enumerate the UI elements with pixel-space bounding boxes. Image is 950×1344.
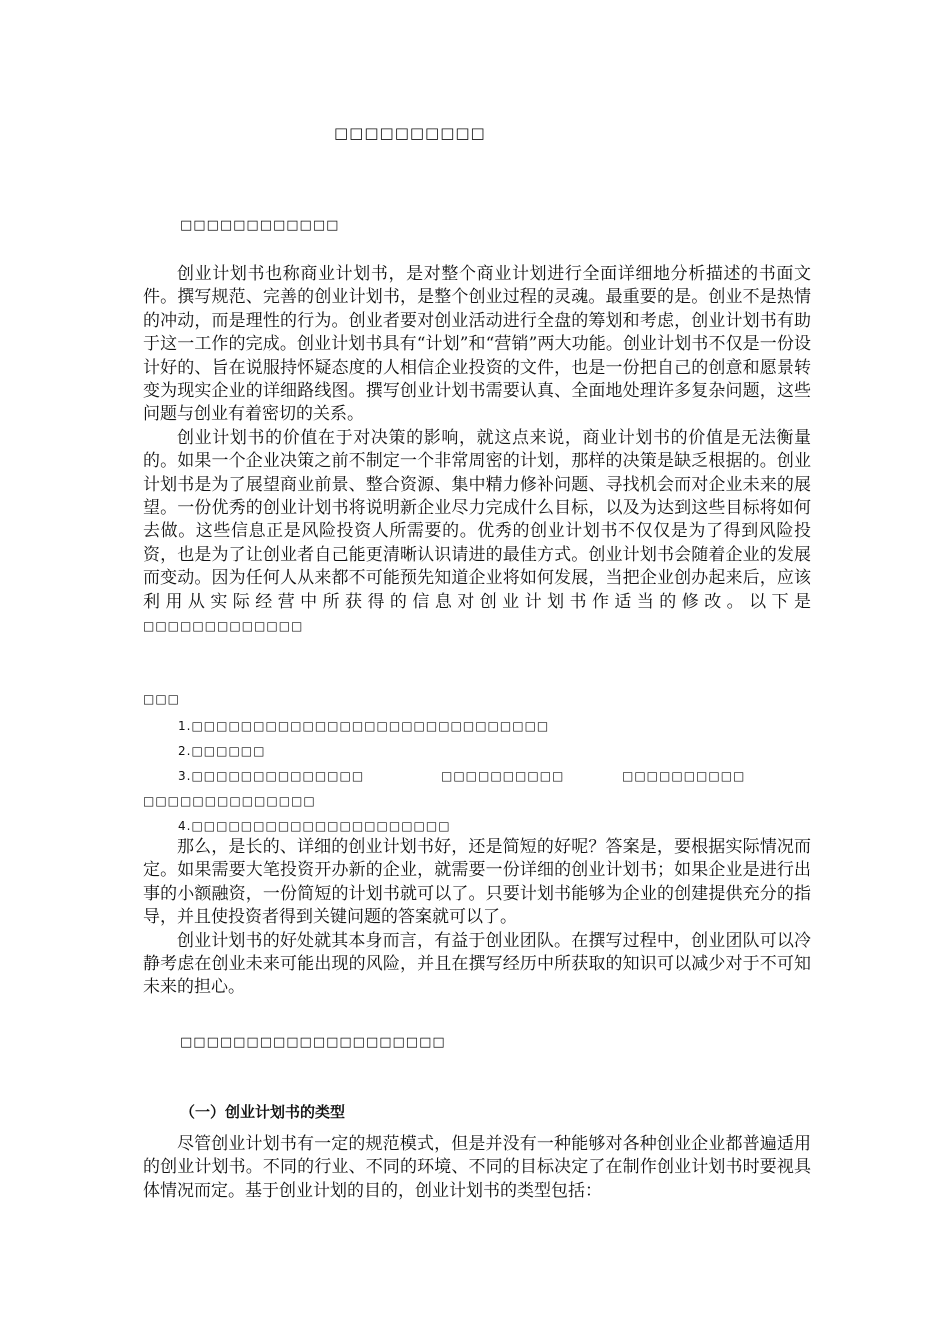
list-item-1: 1.□□□□□□□□□□□□□□□□□□□□□□□□□□□□□: [178, 719, 550, 733]
body-paragraphs-2: [143, 836, 811, 1000]
paragraph-4: 创业计划书的好处就其本身而言，有益于创业团队。在撰写过程中，创业团队可以冷静考虑在创业未来可能出现的风险，并且在撰写经历中所获取的知识可以减少对于不可知未来的担心。: [143, 930, 811, 998]
list-item-2: 2.□□□□□□: [178, 744, 266, 758]
list-item-4: 4.□□□□□□□□□□□□□□□□□□□□□: [178, 819, 451, 833]
section-heading-1: □□□□□□□□□□□□: [180, 218, 340, 233]
subsection-title: （一）创业计划书的类型: [180, 1103, 346, 1121]
paragraph-2: [143, 427, 811, 639]
section-heading-2: □□□□□□□□□□□□□□□□□□□□: [180, 1035, 446, 1050]
paragraph-2-tail: □□□□□□□□□□□□□: [143, 619, 304, 634]
body-paragraphs-1: [143, 263, 811, 639]
list-item-3-part-c: □□□□□□□□□□: [622, 769, 746, 783]
list-intro: □□□: [143, 692, 181, 706]
list-item-3-part-a: 3.□□□□□□□□□□□□□□: [178, 769, 365, 783]
paragraph-5: 尽管创业计划书有一定的规范模式，但是并没有一种能够对各种创业企业都普遍适用的创业计划书。不同的行业、不同的环境、不同的目标决定了在制作创业计划书时要视具体情况而定。基于创业计划的目的，创业计划书的类型包括：: [143, 1134, 811, 1201]
list-item-3-continued: □□□□□□□□□□□□□□: [143, 794, 316, 808]
body-paragraphs-3: [143, 1133, 811, 1203]
paragraph-3: 那么，是长的、详细的创业计划书好，还是简短的好呢？答案是，要根据实际情况而定。如果需要大笔投资开办新的企业，就需要一份详细的创业计划书；如果企业是进行出事的小额融资，一份简短的计划书就可以了。只要计划书能够为企业的创建提供充分的指导，并且使投资者得到关键问题的答案就可以了。: [143, 837, 811, 928]
paragraph-1: 创业计划书也称商业计划书，是对整个商业计划进行全面详细地分析描述的书面文件。撰写规范、完善的创业计划书，是整个创业过程的灵魂。最重要的是。创业不是热情的冲动，而是理性的行为。创业者要对创业活动进行全盘的筹划和考虑，创业计划书有助于这一工作的完成。创业计划书具有“计划”和“营销”两大功能。创业计划书不仅是一份设计好的、旨在说服持怀疑态度的人相信企业投资的文件，也是一份把自己的创意和愿景转变为现实企业的详细路线图。撰写创业计划书需要认真、全面地处理许多复杂问题，这些问题与创业有着密切的关系。: [143, 264, 811, 425]
paragraph-2-text: 创业计划书的价值在于对决策的影响，就这点来说，商业计划书的价值是无法衡量的。如果一个企业决策之前不制定一个非常周密的计划，那样的决策是缺乏根据的。创业计划书是为了展望商业前景、整合资源、集中精力修补问题、寻找机会而对企业未来的展望。一份优秀的创业计划书将说明新企业尽力完成什么目标，以及为达到这些目标将如何去做。这些信息正是风险投资人所需要的。优秀的创业计划书不仅仅是为了得到风险投资，也是为了让创业者自己能更清晰认识请进的最佳方式。创业计划书会随着企业的发展而变动。因为任何人从来都不可能预先知道企业将如何发展，当把企业创办起来后，应该利用从实际经营中所获得的信息对创业计划书作适当的修改。以下是: [143, 427, 811, 612]
document-title: □□□□□□□□□□: [334, 124, 486, 142]
list-item-3-part-b: □□□□□□□□□□: [441, 769, 565, 783]
